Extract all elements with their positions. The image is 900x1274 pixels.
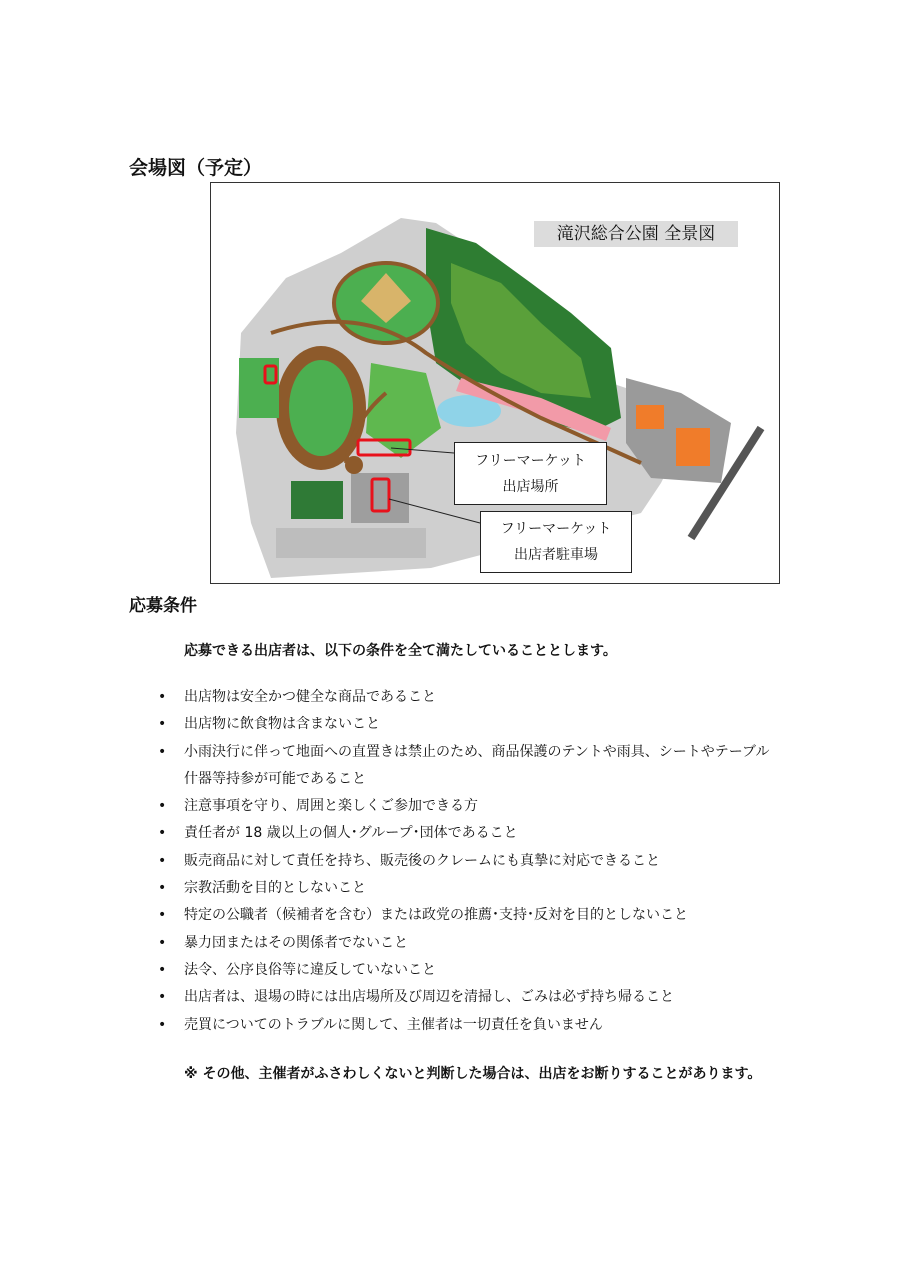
list-item: • 出店者は、退場の時には出店場所及び周辺を清掃し、ごみは必ず持ち帰ること xyxy=(156,984,776,1011)
list-item: • 注意事項を守り、周囲と楽しくご参加できる方 xyxy=(156,793,776,820)
list-item: • 出店物は安全かつ健全な商品であること xyxy=(156,684,776,711)
callout-exhibitor-parking xyxy=(480,511,632,573)
list-item: • 小雨決行に伴って地面への直置きは禁止のため、商品保護のテントや雨具、シートやテーブル什器等持参が可能であること xyxy=(156,739,776,794)
callout-market-line1: フリーマーケット xyxy=(475,453,586,469)
map-section-title: 会場図（予定） xyxy=(129,157,263,179)
conditions-list xyxy=(156,684,776,1039)
callout-market-location xyxy=(454,442,607,505)
map-heading: 滝沢総合公園 全景図 xyxy=(534,221,738,247)
callout-parking-line2: 出店者駐車場 xyxy=(514,547,598,563)
list-item: • 宗教活動を目的としないこと xyxy=(156,875,776,902)
park-map xyxy=(210,182,780,584)
list-item: • 責任者が 18 歳以上の個人･グループ･団体であること xyxy=(156,820,776,847)
callout-market-line2: 出店場所 xyxy=(502,479,559,495)
list-item: • 売買についてのトラブルに関して、主催者は一切責任を負いません xyxy=(156,1012,776,1039)
conditions-intro: 応募できる出店者は、以下の条件を全て満たしていることとします。 xyxy=(184,643,617,659)
conditions-section-title: 応募条件 xyxy=(129,596,197,616)
list-item: • 法令、公序良俗等に違反していないこと xyxy=(156,957,776,984)
conditions-note: ※ その他、主催者がふさわしくないと判断した場合は、出店をお断りすることがあります。 xyxy=(184,1066,762,1082)
list-item: • 販売商品に対して責任を持ち、販売後のクレームにも真摯に対応できること xyxy=(156,848,776,875)
list-item: • 特定の公職者（候補者を含む）または政党の推薦･支持･反対を目的としないこと xyxy=(156,902,776,929)
callout-parking-line1: フリーマーケット xyxy=(500,521,612,537)
list-item: • 出店物に飲食物は含まないこと xyxy=(156,711,776,738)
list-item: • 暴力団またはその関係者でないこと xyxy=(156,930,776,957)
